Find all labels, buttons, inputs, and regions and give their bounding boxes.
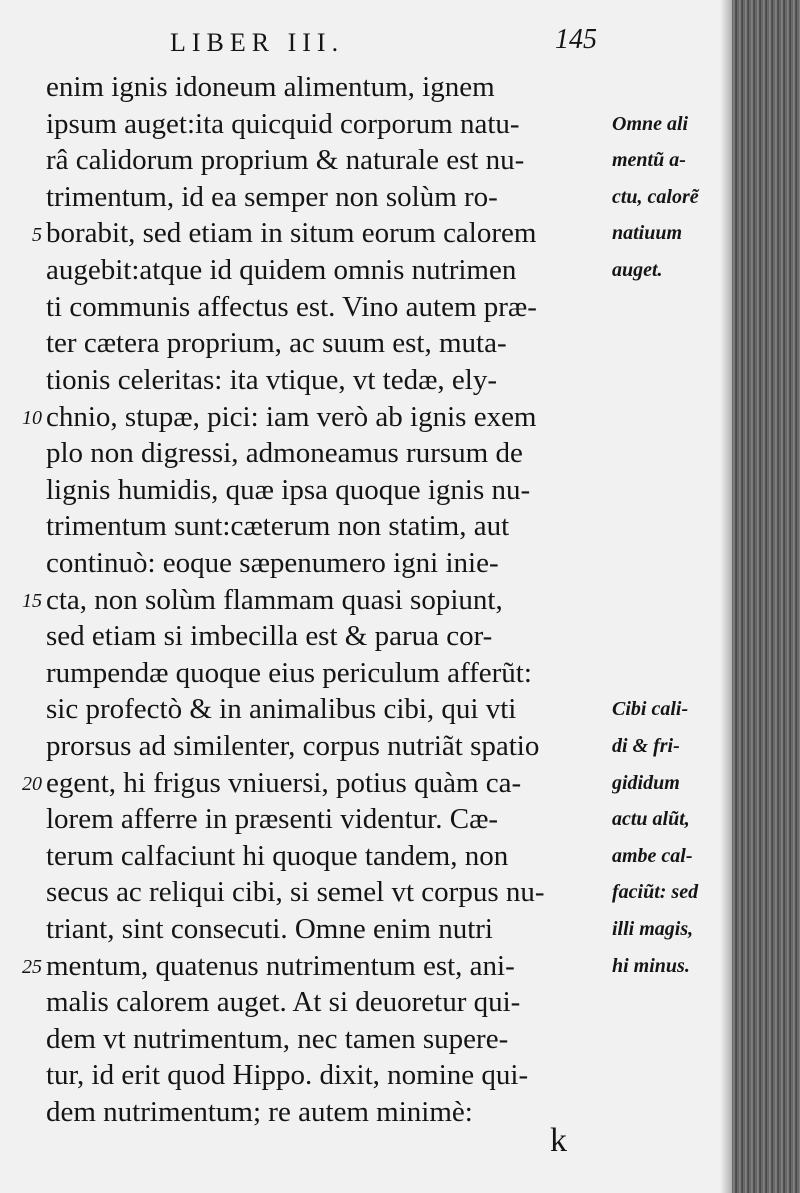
- text-line: egent, hi frigus vniuersi, potius quàm ca-: [46, 767, 522, 799]
- text-line: chnio, stupæ, pici: iam verò ab ignis exem: [46, 401, 537, 433]
- text-line: secus ac reliqui cibi, si semel vt corpus nu-: [46, 876, 545, 908]
- marginal-note: ambe cal-: [612, 845, 693, 867]
- text-line: ipsum auget:ita quicquid corporum natu-: [46, 108, 520, 140]
- marginal-note: illi magis,: [612, 918, 694, 940]
- marginal-note: Cibi cali-: [612, 698, 689, 720]
- text-line: lignis humidis, quæ ipsa quoque ignis nu-: [46, 474, 531, 506]
- line-number: 25: [22, 956, 42, 978]
- text-line: tionis celeritas: ita vtique, vt tedæ, ely-: [46, 364, 498, 396]
- line-number: 5: [32, 224, 42, 246]
- page-number: 145: [555, 24, 597, 55]
- text-line: ter cætera proprium, ac suum est, muta-: [46, 327, 507, 359]
- marginal-note: auget.: [612, 259, 663, 281]
- text-line: continuò: eoque sæpenumero igni inie-: [46, 547, 499, 579]
- text-line: tur, id erit quod Hippo. dixit, nomine qui-: [46, 1059, 529, 1091]
- line-number: 10: [22, 407, 42, 429]
- text-line: plo non digressi, admoneamus rursum de: [46, 437, 523, 469]
- text-line: malis calorem auget. At si deuoretur qui-: [46, 986, 521, 1018]
- text-line: trimentum sunt:cæterum non statim, aut: [46, 510, 510, 542]
- text-line: prorsus ad similenter, corpus nutriãt spatio: [46, 730, 540, 762]
- text-line: lorem afferre in præsenti videntur. Cæ-: [46, 803, 499, 835]
- marginal-note: gididum: [612, 772, 680, 794]
- line-number: 20: [22, 773, 42, 795]
- page-edges: [732, 0, 800, 1193]
- text-line: triant, sint consecuti. Omne enim nutri: [46, 913, 493, 945]
- text-line: trimentum, id ea semper non solùm ro-: [46, 181, 498, 213]
- marginal-note: natiuum: [612, 222, 683, 244]
- marginal-note: actu alũt,: [612, 808, 690, 830]
- line-number: 15: [22, 590, 42, 612]
- text-line: râ calidorum proprium & naturale est nu-: [46, 144, 525, 176]
- signature-mark: k: [550, 1122, 567, 1159]
- text-line: mentum, quatenus nutrimentum est, ani-: [46, 950, 515, 982]
- text-line: sic profectò & in animalibus cibi, qui vti: [46, 693, 517, 725]
- text-line: ti communis affectus est. Vino autem præ-: [46, 291, 537, 323]
- marginal-note: ctu, calorẽ: [612, 186, 699, 208]
- text-line: borabit, sed etiam in situm eorum calorem: [46, 217, 537, 249]
- text-line: rumpendæ quoque eius periculum afferũt:: [46, 657, 532, 689]
- text-line: cta, non solùm flammam quasi sopiunt,: [46, 584, 503, 616]
- text-line: enim ignis idoneum alimentum, ignem: [46, 71, 495, 103]
- text-line: terum calfaciunt hi quoque tandem, non: [46, 840, 509, 872]
- text-line: sed etiam si imbecilla est & parua cor-: [46, 620, 493, 652]
- text-line: dem vt nutrimentum, nec tamen supere-: [46, 1023, 509, 1055]
- marginal-note: Omne ali: [612, 113, 689, 135]
- marginal-note: di & fri-: [612, 735, 680, 757]
- running-head: LIBER III.: [170, 28, 345, 57]
- text-line: dem nutrimentum; re autem minimè:: [46, 1096, 473, 1128]
- marginal-note: faciũt: sed: [612, 881, 699, 903]
- marginal-note: hi minus.: [612, 955, 690, 977]
- text-line: augebit:atque id quidem omnis nutrimen: [46, 254, 517, 286]
- marginal-note: mentũ a-: [612, 149, 686, 171]
